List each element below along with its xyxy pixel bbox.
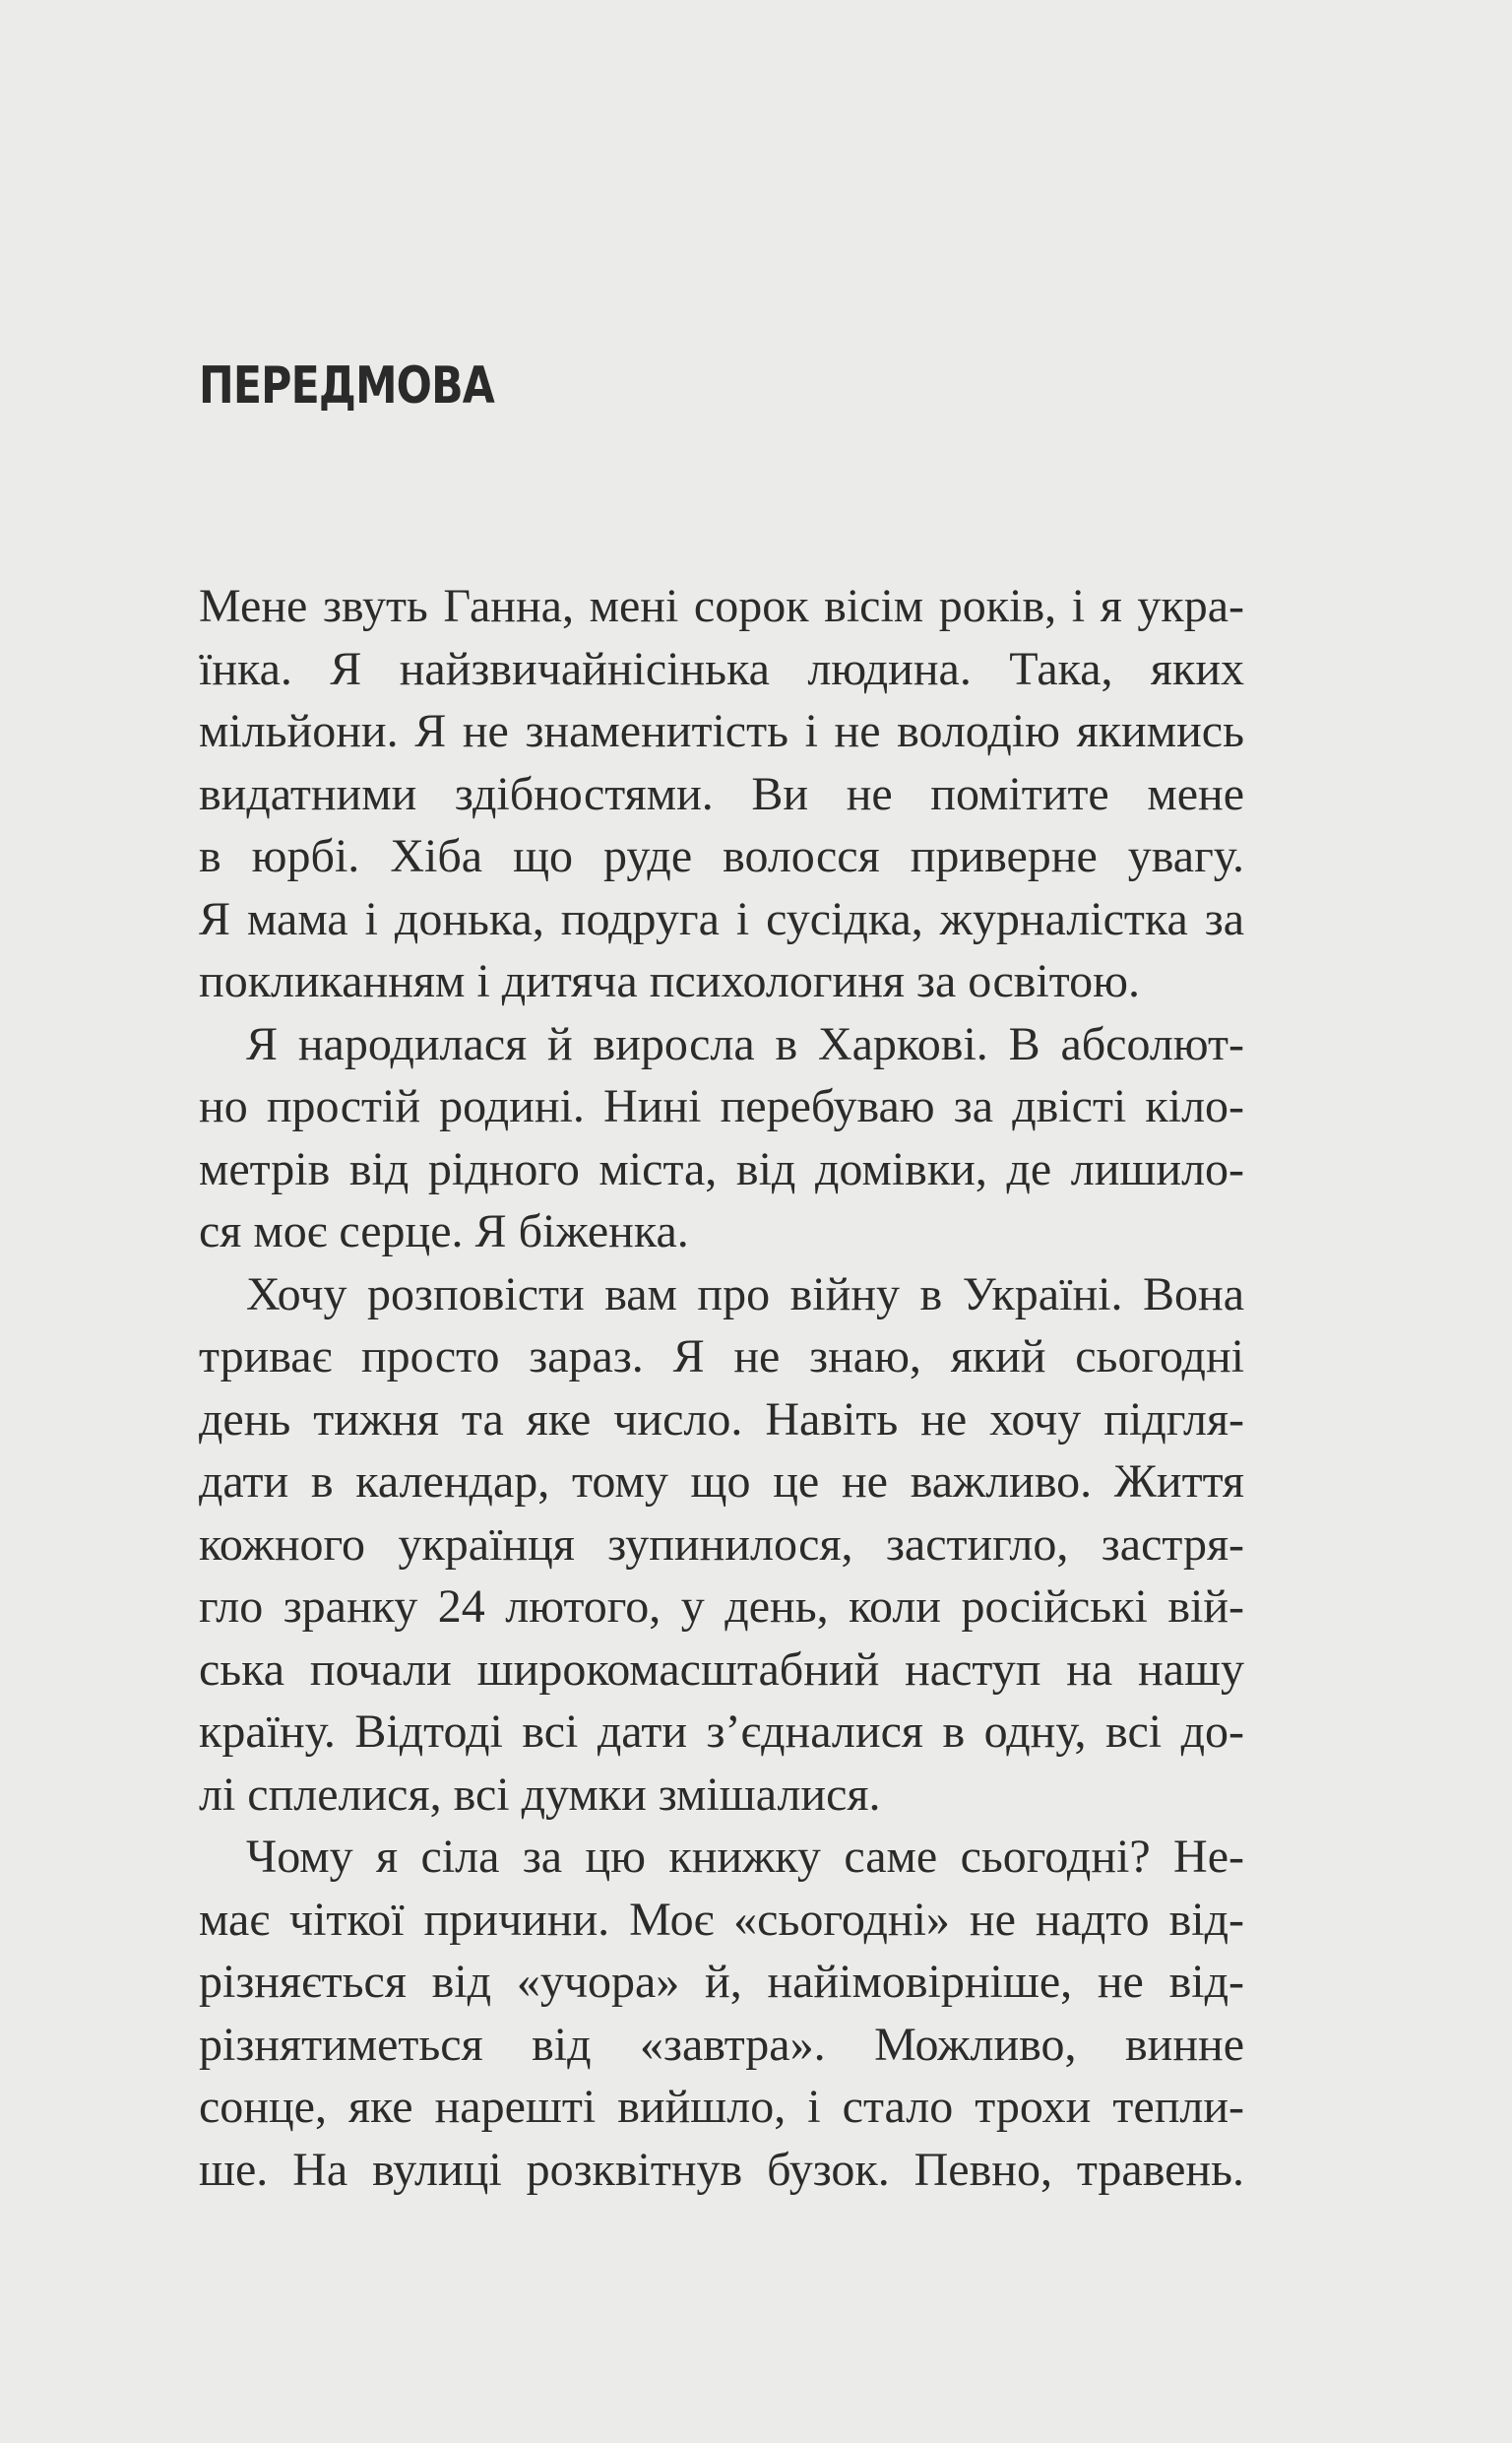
text-line: мільйони. Я не знаменитість і не володію якимись [199,705,1244,757]
text-line: різняється від «учора» й, найімовірніше, не від- [199,1956,1244,2008]
text-line: сонце, яке нарешті вийшло, і стало трохи тепли- [199,2081,1244,2133]
text-line: гло зранку 24 лютого, у день, коли російські вій- [199,1580,1244,1633]
text-line: Я народилася й виросла в Харкові. В абсолют- [246,1017,1244,1070]
text-line: триває просто зараз. Я не знаю, який сьогодні [199,1330,1244,1382]
text-line: в юрбі. Хіба що руде волосся приверне увагу. [199,830,1244,882]
text-line: Я мама і донька, подруга і сусідка, журналістка за [199,892,1244,945]
text-line: Хочу розповісти вам про війну в Україні. Вона [246,1267,1244,1320]
text-line: має чіткої причини. Моє «сьогодні» не надто від- [199,1893,1244,1946]
text-line: їнка. Я найзвичайнісінька людина. Така, яких [199,642,1244,695]
text-line: лі сплелися, всі думки змішалися. [199,1768,881,1821]
text-line: день тижня та яке число. Навіть не хочу підгля- [199,1392,1244,1446]
text-line: Чому я сіла за цю книжку саме сьогодні? Не- [246,1831,1244,1883]
text-line: покликанням і дитяча психологиня за освітою. [199,955,1140,1007]
text-line: ська почали широкомасштабний наступ на нашу [199,1642,1244,1696]
text-line: Мене звуть Ганна, мені сорок вісім років, і я укра- [199,580,1244,632]
text-line: но простій родині. Нині перебуваю за двісті кіло- [199,1080,1244,1132]
text-line: ся моє серце. Я біженка. [199,1205,689,1257]
text-line: країну. Відтоді всі дати з’єдналися в одну, всі до- [199,1705,1244,1758]
text-line: кожного українця зупинилося, застигло, застря- [199,1517,1244,1571]
page-title: ПЕРЕДМОВА [199,356,494,416]
text-line: дати в календар, тому що це не важливо. Життя [199,1455,1244,1508]
text-line: різнятиметься від «завтра». Можливо, винне [199,2018,1244,2071]
text-line: метрів від рідного міста, від домівки, де лишило- [199,1142,1244,1195]
text-line: видатними здібностями. Ви не помітите мене [199,767,1244,820]
text-line: ше. На вулиці розквітнув бузок. Певно, травень. [199,2143,1244,2196]
body-text [199,575,1244,2201]
